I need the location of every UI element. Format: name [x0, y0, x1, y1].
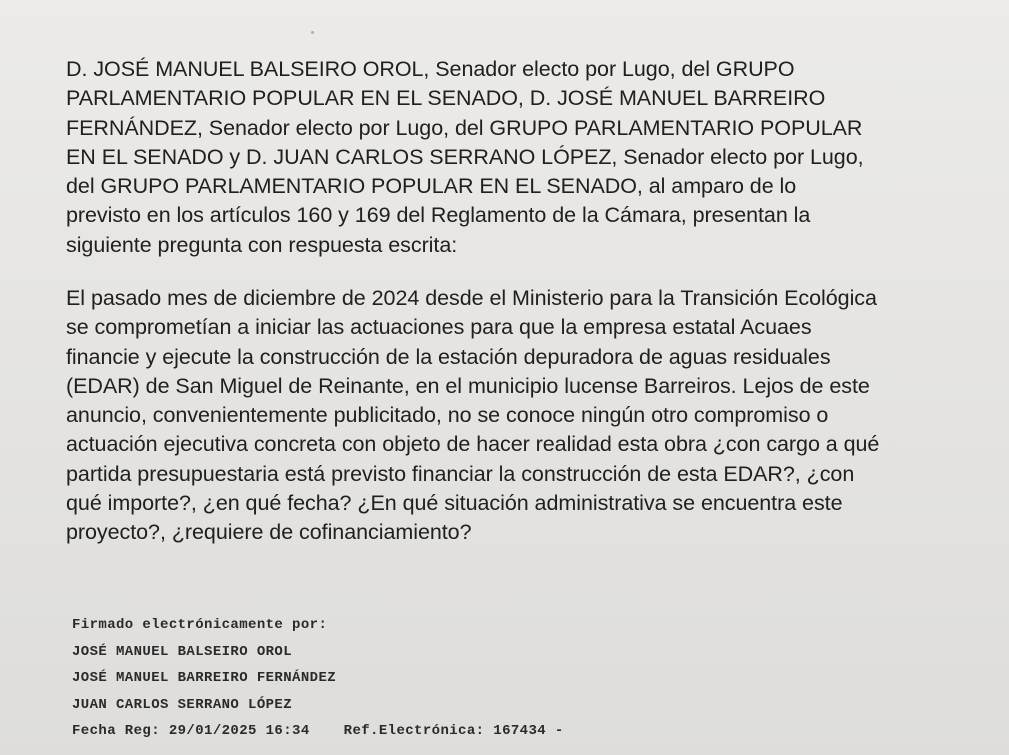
electronic-reference: Ref.Electrónica: 167434 - — [343, 723, 564, 739]
signer-name: JOSÉ MANUEL BALSEIRO OROL — [72, 643, 293, 660]
question-line: anuncio, convenientemente publicitado, no se conoce ningún otro compromiso o — [66, 403, 829, 428]
question-line: financie y ejecute la construcción de la estación depuradora de aguas residuales — [66, 344, 831, 369]
signer-name: JOSÉ MANUEL BARREIRO FERNÁNDEZ — [72, 670, 337, 686]
question-line: proyecto?, ¿requiere de cofinanciamiento? — [66, 520, 472, 545]
intro-line: D. JOSÉ MANUEL BALSEIRO OROL, Senador electo por Lugo, del GRUPO — [66, 57, 795, 81]
question-line: actuación ejecutiva concreta con objeto de hacer realidad esta obra ¿con cargo a qué — [66, 432, 880, 457]
intro-line: FERNÁNDEZ, Senador electo por Lugo, del GRUPO PARLAMENTARIO POPULAR — [66, 115, 863, 140]
question-line: partida presupuestaria está previsto financiar la construcción de esta EDAR?, ¿con — [66, 461, 855, 486]
intro-line: siguiente pregunta con respuesta escrita: — [66, 232, 458, 257]
intro-paragraph — [66, 55, 986, 260]
registration-date: Fecha Reg: 29/01/2025 16:34 — [72, 723, 310, 739]
intro-line: del GRUPO PARLAMENTARIO POPULAR EN EL SENADO, al amparo de lo — [66, 174, 797, 199]
question-line: se comprometían a iniciar las actuaciones para que la empresa estatal Acuaes — [66, 315, 812, 340]
question-paragraph — [66, 284, 986, 548]
question-line: (EDAR) de San Miguel de Reinante, en el municipio lucense Barreiros. Lejos de este — [66, 373, 870, 398]
signer-name: JUAN CARLOS SERRANO LÓPEZ — [72, 696, 293, 713]
signature-header: Firmado electrónicamente por: — [72, 617, 328, 633]
registration-line — [72, 718, 564, 745]
paper-speck — [311, 31, 314, 34]
question-line: El pasado mes de diciembre de 2024 desde el Ministerio para la Transición Ecológica — [66, 286, 877, 310]
intro-line: previsto en los artículos 160 y 169 del Reglamento de la Cámara, presentan la — [66, 203, 811, 228]
electronic-signature-block — [72, 612, 564, 745]
intro-line: PARLAMENTARIO POPULAR EN EL SENADO, D. JOSÉ MANUEL BARREIRO — [66, 86, 826, 111]
question-line: qué importe?, ¿en qué fecha? ¿En qué situación administrativa se encuentra este — [66, 491, 843, 516]
intro-line: EN EL SENADO y D. JUAN CARLOS SERRANO LÓPEZ, Senador electo por Lugo, — [66, 144, 864, 169]
